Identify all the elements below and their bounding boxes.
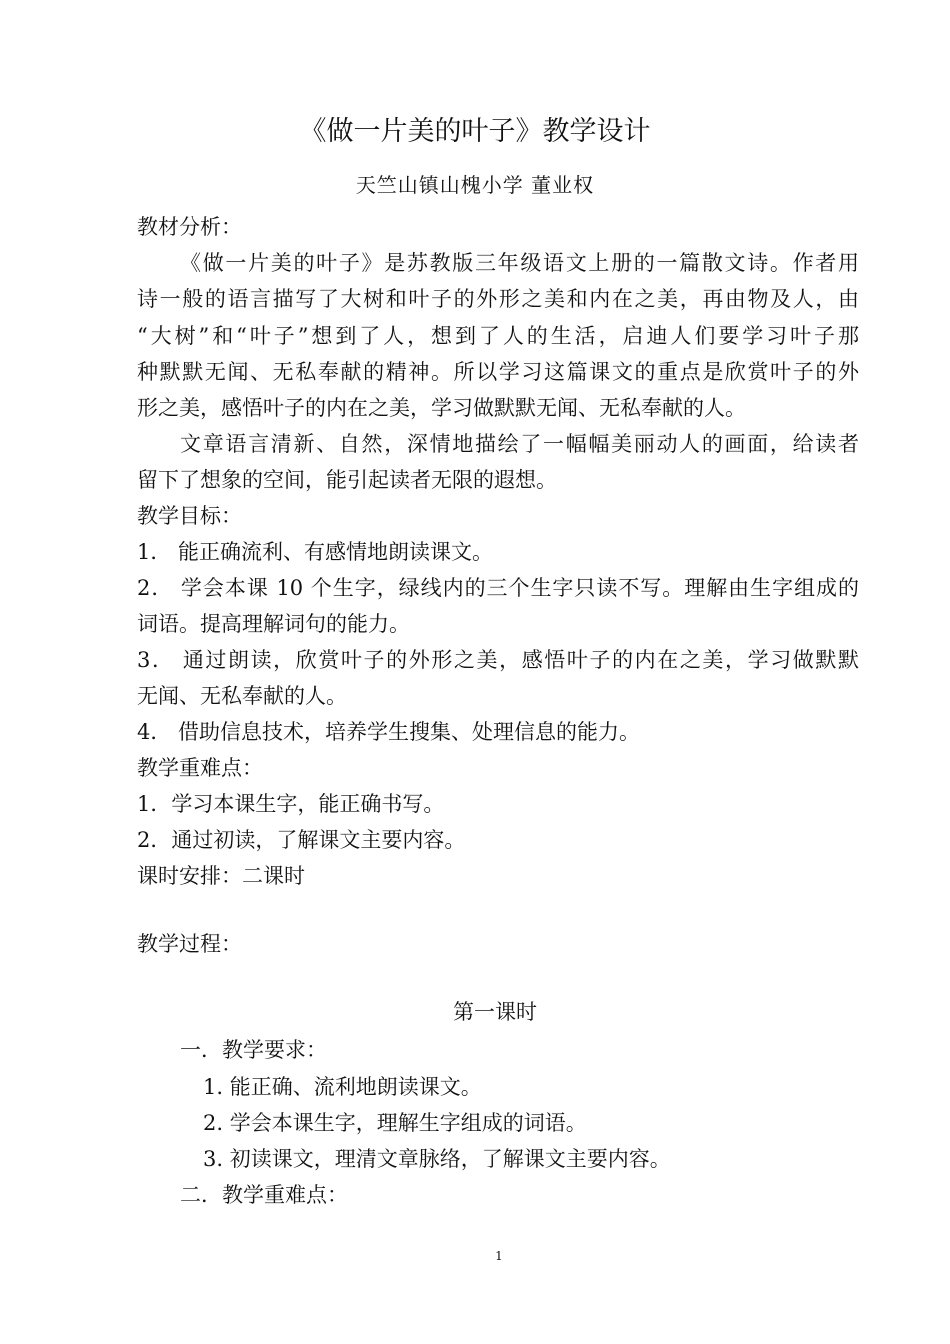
analysis-heading: 教材分析：	[137, 215, 242, 239]
goal-line: 1． 能正确流利、有感情地朗读课文。	[137, 540, 494, 564]
analysis-line: 诗一般的语言描写了大树和叶子的外形之美和内在之美，再由物及人，由	[137, 287, 859, 311]
goal-line: 无闻、无私奉献的人。	[137, 684, 347, 708]
analysis-line: 文章语言清新、自然，深情地描绘了一幅幅美丽动人的画面，给读者	[180, 432, 859, 456]
analysis-line: 种默默无闻、无私奉献的精神。所以学习这篇课文的重点是欣赏叶子的外	[137, 360, 859, 384]
difficulty-line: 2．通过初读，了解课文主要内容。	[137, 828, 466, 852]
requirement-item: 3. 初读课文，理清文章脉络，了解课文主要内容。	[203, 1147, 671, 1171]
schedule-line: 课时安排：二课时	[137, 864, 305, 888]
key-points-heading: 二．教学重难点：	[180, 1183, 348, 1207]
goal-line: 3． 通过朗读，欣赏叶子的外形之美，感悟叶子的内在之美，学习做默默	[137, 648, 859, 672]
requirements-heading: 一．教学要求：	[180, 1038, 327, 1062]
document-title: 《做一片美的叶子》教学设计	[299, 116, 651, 147]
author-line: 天竺山镇山槐小学 董业权	[355, 173, 595, 197]
goal-line: 词语。提高理解词句的能力。	[137, 612, 410, 636]
analysis-line: 形之美，感悟叶子的内在之美，学习做默默无闻、无私奉献的人。	[137, 396, 746, 420]
difficulty-line: 1．学习本课生字，能正确书写。	[137, 792, 445, 816]
lesson-title: 第一课时	[453, 1000, 537, 1024]
page-number: 1	[495, 1249, 503, 1263]
analysis-line: “大树”和“叶子”想到了人，想到了人的生活，启迪人们要学习叶子那	[137, 324, 859, 348]
goal-line: 2． 学会本课 10 个生字，绿线内的三个生字只读不写。理解由生字组成的	[137, 576, 859, 600]
requirement-item: 1. 能正确、流利地朗读课文。	[203, 1075, 482, 1099]
requirement-item: 2. 学会本课生字，理解生字组成的词语。	[203, 1111, 587, 1135]
analysis-line: 《做一片美的叶子》是苏教版三年级语文上册的一篇散文诗。作者用	[180, 251, 859, 275]
goal-line: 4． 借助信息技术，培养学生搜集、处理信息的能力。	[137, 720, 641, 744]
process-heading: 教学过程：	[137, 932, 242, 956]
analysis-line: 留下了想象的空间，能引起读者无限的遐想。	[137, 468, 557, 492]
difficulty-heading: 教学重难点：	[137, 756, 263, 780]
goals-heading: 教学目标：	[137, 504, 242, 528]
